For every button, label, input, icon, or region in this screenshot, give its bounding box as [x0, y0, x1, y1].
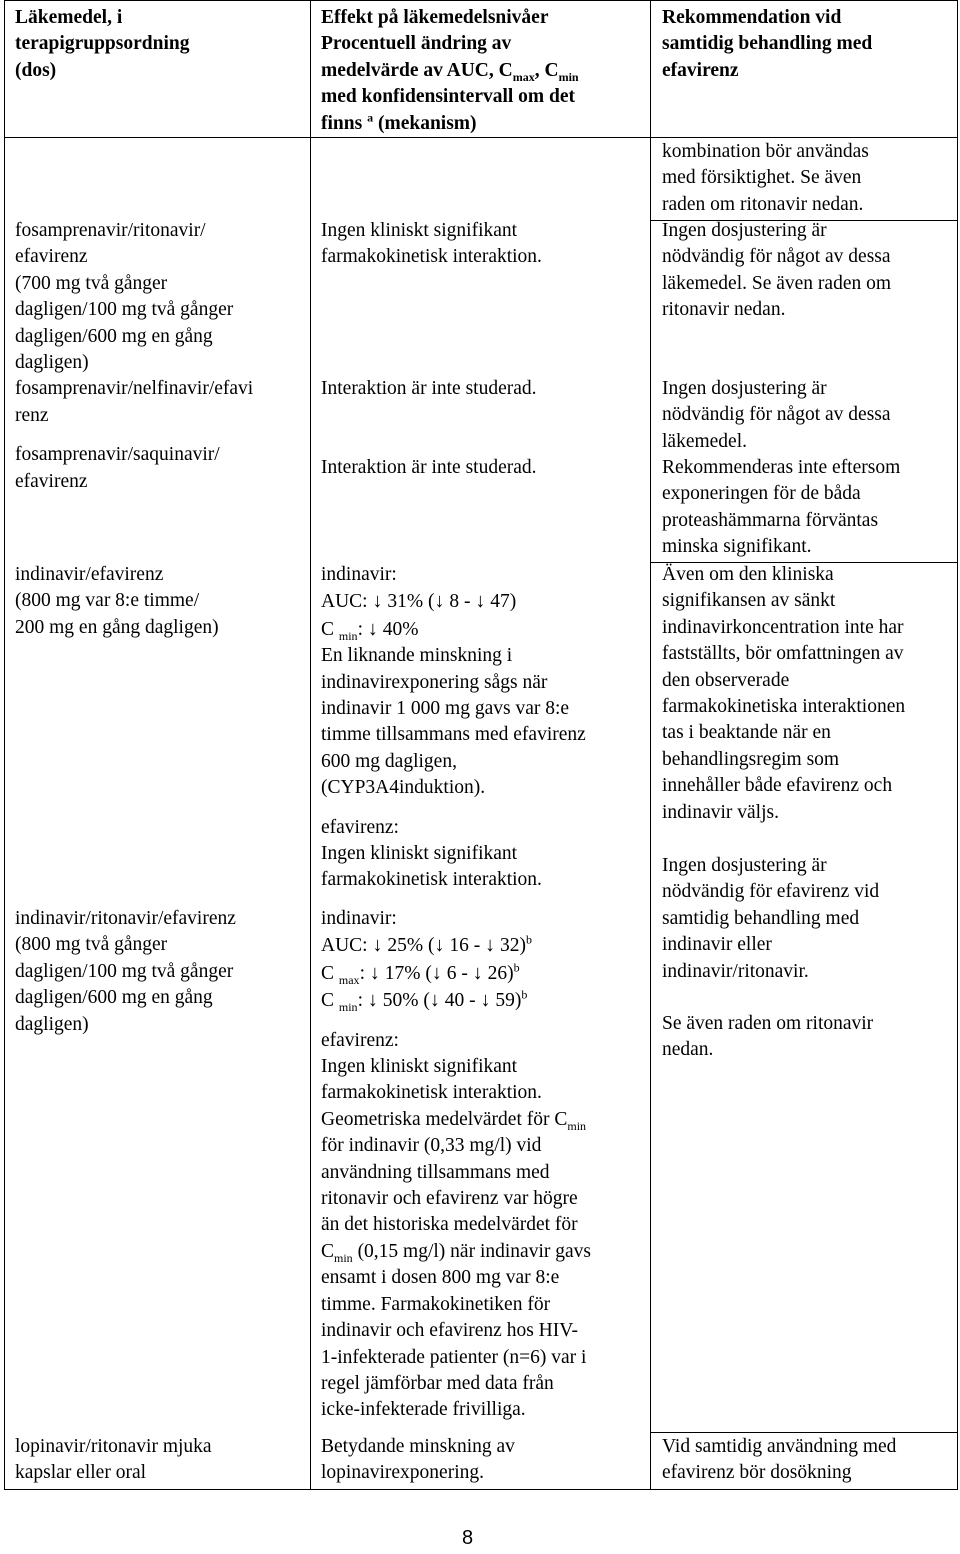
text-line: efavirenz — [15, 246, 88, 268]
text-line: ritonavir och efavirenz var högre — [321, 1188, 578, 1210]
auc-high: 32) — [499, 935, 526, 957]
text-line: Ingen kliniskt signifikant — [321, 220, 518, 241]
footnote-superscript: b — [521, 987, 528, 1002]
cmin-value: 40% — [382, 618, 419, 640]
text-line: dagligen/600 mg en gång — [15, 325, 213, 347]
header-text-line: samtidig behandling med — [662, 33, 873, 55]
row4-drug — [15, 1434, 212, 1487]
text-line: indinavir eller — [662, 934, 772, 956]
text-line: dagligen/100 mg två gånger — [15, 299, 234, 321]
row2-recommendation — [662, 562, 905, 826]
header-text-line — [321, 58, 579, 84]
text-line: indinavir/efavirenz — [15, 564, 164, 585]
text-line: proteashämmarna förväntas — [662, 509, 879, 531]
text-line: indinavir och efavirenz hos HIV- — [321, 1320, 579, 1342]
text-line: Betydande minskning av — [321, 1436, 515, 1457]
text-line: (700 mg två gånger — [15, 272, 168, 294]
text-line: minska signifikant. — [662, 536, 812, 558]
text-line: läkemedel. Se även raden om — [662, 272, 892, 294]
footnote-superscript: b — [513, 960, 520, 975]
cmin-subscript: min — [338, 628, 358, 643]
text-line: kapslar eller oral — [15, 1462, 147, 1484]
text-line: renz — [15, 404, 49, 426]
down-arrow-icon: ↓ — [367, 617, 378, 640]
text-line: efavirenz — [15, 470, 88, 492]
cmin-low: 40 - — [444, 990, 476, 1012]
header-recommendation-column — [662, 5, 872, 84]
text-line: den observerade — [662, 669, 790, 691]
cmin-change: 50% ( — [382, 990, 430, 1012]
text-line: dagligen) — [15, 352, 89, 374]
cmin-high: 59) — [495, 990, 522, 1012]
auc-low: 16 - — [449, 935, 481, 957]
header-text: (mekanism) — [373, 112, 477, 134]
auc-label: AUC: — [321, 935, 368, 957]
down-arrow-icon: ↓ — [431, 961, 442, 984]
row3-drug — [15, 906, 236, 1038]
text-line: icke-infekterade frivilliga. — [321, 1399, 526, 1421]
row1-recommendation-a — [662, 218, 891, 324]
header-text-line: (dos) — [15, 59, 57, 81]
column-divider-1 — [310, 0, 311, 1490]
text: C — [321, 1240, 335, 1262]
text-line — [321, 1107, 591, 1133]
text-line: efavirenz: — [321, 816, 399, 838]
header-superscript: a — [367, 110, 374, 125]
text-line: tas i beaktande när en — [662, 722, 831, 744]
table-right-border — [957, 0, 958, 1490]
subscript: min — [334, 1250, 353, 1265]
text-line: Se även raden om ritonavir — [662, 1013, 874, 1034]
cmin-label: C — [321, 618, 335, 640]
text-line: nedan. — [662, 1039, 714, 1061]
text-line: 1-infekterade patienter (n=6) var i — [321, 1346, 587, 1368]
header-text: medelvärde av AUC, C — [321, 59, 513, 81]
header-subscript: min — [558, 69, 579, 84]
text-line — [321, 1239, 591, 1265]
text-line: (800 mg var 8:e timme/ — [15, 590, 200, 612]
text-line: efavirenz bör dosökning — [662, 1462, 852, 1484]
auc-change: 25% ( — [387, 935, 435, 957]
text-line: nödvändig för något av dessa — [662, 404, 891, 426]
cmax-label: C — [321, 962, 335, 984]
header-row-divider — [4, 137, 958, 138]
text-line: 600 mg dagligen, — [321, 750, 457, 772]
down-arrow-icon: ↓ — [434, 590, 445, 613]
header-text-line: med konfidensintervall om det — [321, 86, 576, 108]
header-text-line: Effekt på läkemedelsnivåer — [321, 7, 549, 28]
header-effect-column — [321, 5, 579, 137]
text-line: indinavir/ritonavir. — [662, 960, 809, 982]
text-line: Ingen kliniskt signifikant — [321, 843, 518, 865]
row3-recommendation-b — [662, 1011, 873, 1064]
row1-drug — [15, 218, 253, 495]
text-line: samtidig behandling med — [662, 907, 860, 929]
subscript: min — [567, 1118, 587, 1133]
text-line: läkemedel. — [662, 430, 747, 452]
down-arrow-icon: ↓ — [472, 961, 483, 984]
table-bottom-border — [4, 1489, 958, 1490]
down-arrow-icon: ↓ — [372, 934, 383, 957]
row1-effect-b — [321, 376, 537, 402]
text-line: dagligen) — [15, 1013, 89, 1035]
text-line: efavirenz: — [321, 1029, 399, 1051]
down-arrow-icon: ↓ — [434, 934, 445, 957]
down-arrow-icon: ↓ — [369, 961, 380, 984]
text-line: indinavir väljs. — [662, 801, 779, 823]
text-line: timme tillsammans med efavirenz — [321, 724, 586, 746]
down-arrow-icon: ↓ — [485, 934, 496, 957]
text-line: nödvändig för efavirenz vid — [662, 881, 880, 903]
text-line: timme. Farmakokinetiken för — [321, 1293, 551, 1315]
header-text-line: Procentuell ändring av — [321, 33, 512, 55]
table-left-border — [4, 0, 5, 1490]
text-line: lopinavirexponering. — [321, 1462, 484, 1484]
text-line: behandlingsregim som — [662, 748, 840, 770]
cmin-label: C — [321, 990, 335, 1012]
cmax-line: C $_{max}$: ↓ 17% (↓ 6 - ↓ 26)$^b$ — [321, 960, 520, 987]
text-line: indinavir/ritonavir/efavirenz — [15, 908, 236, 929]
text-line: indinavir: — [321, 908, 397, 929]
text-line: för indinavir (0,33 mg/l) vid — [321, 1135, 542, 1157]
text-line: farmakokinetisk interaktion. — [321, 1082, 542, 1104]
text-line: Även om den kliniska — [662, 564, 834, 585]
text-line: fosamprenavir/saquinavir/ — [15, 444, 220, 466]
page-number: 8 — [462, 1527, 474, 1549]
row1-effect-a — [321, 218, 542, 271]
text-line: fosamprenavir/nelfinavir/efavi — [15, 378, 254, 400]
text-line: exponeringen för de båda — [662, 483, 861, 505]
header-text-line: Läkemedel, i — [15, 7, 123, 28]
text-line: regel jämförbar med data från — [321, 1372, 554, 1394]
text-line: Ingen dosjustering är — [662, 855, 827, 876]
auc-high: 47) — [490, 591, 517, 613]
header-text-line: terapigruppsordning — [15, 33, 190, 55]
cmax-high: 26) — [487, 962, 514, 984]
text-line: nödvändig för något av dessa — [662, 246, 891, 268]
row1-effect-c — [321, 455, 537, 481]
header-subscript: max — [512, 69, 535, 84]
text-line: Interaktion är inte studerad. — [321, 457, 537, 478]
text-line: användning tillsammans med — [321, 1161, 550, 1183]
text-line: Rekommenderas inte eftersom — [662, 457, 901, 478]
header-drug-column — [15, 5, 189, 84]
text-line: Ingen dosjustering är — [662, 220, 827, 241]
text-line: ensamt i dosen 800 mg var 8:e — [321, 1267, 560, 1289]
text-line: lopinavir/ritonavir mjuka — [15, 1436, 212, 1457]
text-line: (CYP3A4induktion). — [321, 777, 486, 799]
text-line: indinavirkoncentration inte har — [662, 616, 904, 638]
row2-effect — [321, 562, 586, 894]
column-divider-2 — [650, 0, 651, 1490]
cmax-low: 6 - — [446, 962, 468, 984]
text-line: En liknande minskning i — [321, 645, 513, 667]
text-line: indinavirexponering sågs när — [321, 671, 548, 693]
text-line: fosamprenavir/ritonavir/ — [15, 220, 206, 241]
row3-recommendation-a — [662, 853, 879, 985]
row1-recommendation-c — [662, 455, 900, 561]
auc-low: 8 - — [449, 591, 471, 613]
text-line: fastställts, bör omfattningen av — [662, 643, 904, 665]
interaction-table — [4, 0, 958, 1490]
cmin-line: C $_{min}$: ↓ 50% (↓ 40 - ↓ 59)$^b$ — [321, 987, 528, 1015]
text-line: farmakokinetiska interaktionen — [662, 696, 906, 718]
text-line: ritonavir nedan. — [662, 299, 786, 321]
text: (0,15 mg/l) när indinavir gavs — [352, 1240, 591, 1262]
header-text-line: Rekommendation vid — [662, 7, 842, 28]
text-line: (800 mg två gånger — [15, 934, 168, 956]
row3-effect — [321, 906, 591, 1424]
footnote-superscript: b — [525, 932, 532, 947]
cmax-change: 17% ( — [384, 962, 432, 984]
down-arrow-icon: ↓ — [429, 989, 440, 1012]
auc-change: 31% ( — [387, 591, 435, 613]
header-text: finns — [321, 112, 363, 134]
text-line: farmakokinetisk interaktion. — [321, 869, 542, 891]
row-divider-col3-c — [650, 1432, 958, 1433]
text-line: innehåller både efavirenz och — [662, 775, 893, 797]
text-line: signifikansen av sänkt — [662, 590, 836, 612]
text-line: 200 mg en gång dagligen) — [15, 616, 219, 638]
header-text: , C — [534, 59, 559, 81]
text-line: än det historiska medelvärdet för — [321, 1214, 578, 1236]
text: Geometriska medelvärdet för C — [321, 1108, 568, 1130]
cmax-subscript: max — [338, 972, 360, 987]
auc-label: AUC: — [321, 591, 368, 613]
text-line: Ingen dosjustering är — [662, 378, 827, 399]
row4-recommendation — [662, 1434, 896, 1487]
text-line: med försiktighet. Se även — [662, 167, 862, 189]
row1-recommendation-b — [662, 376, 891, 455]
text-line: farmakokinetisk interaktion. — [321, 246, 542, 268]
row4-effect — [321, 1434, 515, 1487]
text-line: indinavir: — [321, 564, 397, 585]
cmin-subscript: min — [338, 1000, 358, 1015]
text-line: kombination bör användas — [662, 141, 869, 162]
down-arrow-icon: ↓ — [367, 989, 378, 1012]
text-line: raden om ritonavir nedan. — [662, 193, 864, 215]
text-line: dagligen/100 mg två gånger — [15, 960, 234, 982]
text-line: Vid samtidig användning med — [662, 1436, 897, 1457]
text-line: indinavir 1 000 mg gavs var 8:e — [321, 698, 570, 720]
header-text-line — [321, 111, 579, 137]
auc-line — [321, 588, 586, 615]
text-line: Interaktion är inte studerad. — [321, 378, 537, 399]
down-arrow-icon: ↓ — [480, 989, 491, 1012]
auc-line — [321, 932, 591, 959]
down-arrow-icon: ↓ — [475, 590, 486, 613]
header-text-line: efavirenz — [662, 59, 739, 81]
text-line: dagligen/600 mg en gång — [15, 987, 213, 1009]
row2-drug — [15, 562, 219, 641]
down-arrow-icon: ↓ — [372, 590, 383, 613]
text-line: Ingen kliniskt signifikant — [321, 1056, 518, 1078]
cmin-line: C $_{min}$: ↓ 40% — [321, 617, 419, 643]
row0-recommendation — [662, 139, 869, 218]
table-top-border — [4, 0, 958, 1]
